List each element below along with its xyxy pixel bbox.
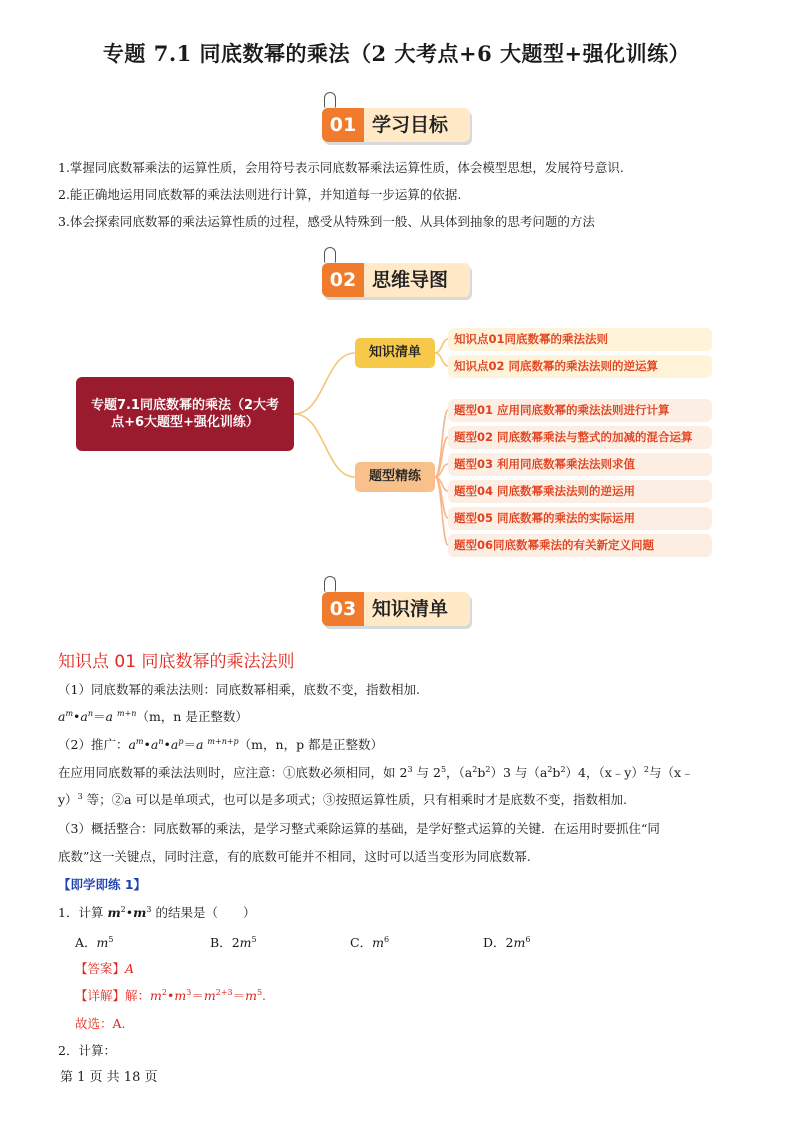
page-title: 专题 7.1 同底数幂的乘法（2 大考点+6 大题型+强化训练） (102, 41, 691, 66)
goal-3: 3.体会探索同底数幂的乘法运算性质的过程，感受从特殊到一般、从具体到抽象的思考问题的方法 (58, 214, 595, 229)
formula-1: $a^m•a^n=a$ $^{m+n}$（m，n 是正整数） (58, 709, 248, 724)
question-1: 1．计算 $m^2•m^3$ 的结果是（ ） (58, 905, 256, 920)
connector (435, 339, 448, 353)
mindmap-node-types: 题型精练 (355, 462, 435, 492)
goal-1: 1.掌握同底数幂乘法的运算性质，会用符号表示同底数幂乘法运算性质，体会模型思想，发展符号意识. (58, 160, 624, 175)
connector (294, 353, 355, 414)
formula-2: （2）推广：$a^m•a^n•a^p=a$ $^{m+n+p}$（m，n，p 都是正整数） (58, 737, 384, 752)
mindmap-leaf: 题型06同底数幂乘法的有关新定义问题 (448, 534, 712, 557)
goal-2: 2.能正确地运用同底数幂的乘法法则进行计算，并知道每一步运算的依据. (58, 187, 462, 202)
section-label: 学习目标 (372, 114, 449, 136)
summary-line-1: （3）概括整合：同底数幂的乘法，是学习整式乘除运算的基础，是学好整式运算的关键．在运用时要抓住“同 (58, 821, 660, 836)
mindmap-leaf: 知识点01同底数幂的乘法法则 (448, 328, 712, 351)
knowledge-point-title: 知识点 01 同底数幂的乘法法则 (58, 652, 295, 672)
section-badge-knowledge (322, 588, 472, 630)
page-footer: 第 1 页 共 18 页 (60, 1070, 158, 1085)
mindmap-root: 专题7.1同底数幂的乘法（2大考点+6大题型+强化训练） (76, 377, 294, 451)
section-label: 知识清单 (372, 598, 449, 620)
section-label: 思维导图 (372, 269, 449, 291)
connector (435, 477, 448, 545)
mindmap-leaf: 题型02 同底数幂乘法与整式的加减的混合运算 (448, 426, 712, 449)
section-number: 01 (322, 108, 364, 142)
option-c[interactable]: C．$m^6$ (350, 935, 390, 950)
mindmap-leaf: 题型04 同底数幂乘法法则的逆运用 (448, 480, 712, 503)
section-number: 02 (322, 263, 364, 297)
mindmap-node-knowledge: 知识清单 (355, 338, 435, 368)
choose-line: 故选：A. (75, 1016, 126, 1031)
note-line-2: y）$^3$ 等；②a 可以是单项式，也可以是多项式；③按照运算性质，只有相乘时才是底数不变，指数相加. (58, 792, 628, 807)
clip-icon (324, 576, 336, 592)
answer-line: 【答案】A (75, 961, 135, 976)
note-line-1: 在应用同底数幂的乘法法则时，应注意：①底数必须相同，如 $2^3$ 与 $2^5$，$(a^2b^2)3$ 与$(a^2b^2)4$，（x﹣y）$^2$与（x﹣ (58, 765, 694, 780)
detail-line: 【详解】解：$m^2•m^3=m^{2+3}=m^5$. (75, 988, 267, 1003)
rule-text: （1）同底数幂的乘法法则：同底数幂相乘，底数不变，指数相加. (58, 682, 420, 697)
option-d[interactable]: D．$2m^6$ (483, 935, 531, 950)
mindmap-leaf: 题型03 利用同底数幂乘法法则求值 (448, 453, 712, 476)
section-number: 03 (322, 592, 364, 626)
connector (435, 353, 448, 366)
practice-heading: 【即学即练 1】 (58, 877, 147, 892)
mindmap-leaf: 题型01 应用同底数幂的乘法法则进行计算 (448, 399, 712, 422)
summary-line-2: 底数”这一关键点，同时注意，有的底数可能并不相同，这时可以适当变形为同底数幂. (58, 849, 531, 864)
mindmap-leaf: 知识点02 同底数幂的乘法法则的逆运算 (448, 355, 712, 378)
connector (294, 414, 355, 477)
mindmap-leaf: 题型05 同底数幂的乘法的实际运用 (448, 507, 712, 530)
option-b[interactable]: B．$2m^5$ (210, 935, 257, 950)
question-2: 2．计算： (58, 1043, 116, 1058)
option-a[interactable]: A．$m^5$ (75, 935, 114, 950)
connector (435, 410, 448, 477)
